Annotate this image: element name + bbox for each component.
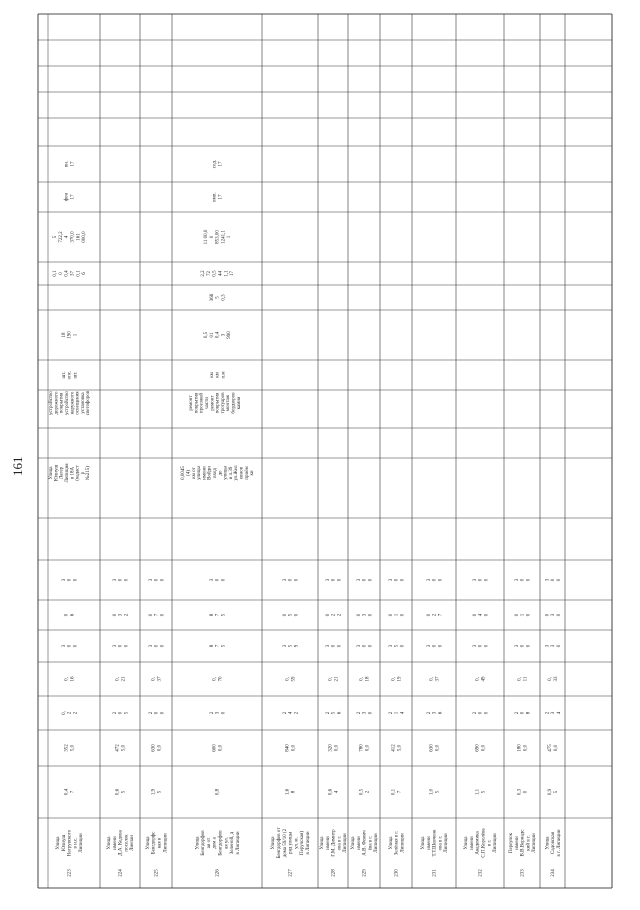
row-id: 232 [478,869,484,877]
value-e: 300 [356,644,374,648]
value-c: 256 [325,711,343,715]
street-name: ПереулокимениВ.В.Вернадский в г.Липиции [509,829,538,857]
unit: кмкмп.м [209,371,227,379]
value-f: 027 [426,613,444,617]
value-f: 010 [388,613,406,617]
value-f: 032 [112,613,130,617]
value-d: 0,37 [151,676,163,682]
value-f: 06 [64,613,76,617]
cost-1: 2,2720,5441,117 [201,270,236,277]
value-e: 330 [545,644,562,648]
value-length: 1,15 [475,788,487,796]
value-g: 300 [514,578,532,582]
value-area: 6300,0 [151,744,163,752]
value-f: 022 [325,613,343,617]
value-d: 0,11 [517,676,529,682]
quantity: 0,5010,43990 [204,331,233,339]
cost-1: 0,100,4370,16 [53,270,88,277]
value-area: 4750,0 [548,744,559,752]
value-e: 359 [282,644,300,648]
work-type: устройстводорожногопокрытияустройствонаружногоосвещенияустановкасветофоров [49,390,92,416]
value-d: 0,70 [212,676,224,682]
value-area: 6300,0 [429,744,441,752]
street-name: УлицаБенгдорфов отдома 59/10 (2ряд улицыул. м.Перучская)в Липиции [271,827,311,859]
row-id: 227 [288,869,294,877]
value-e: 300 [112,644,130,648]
value-f: 875 [209,613,227,617]
value-c: 230 [209,711,227,715]
value-g: 300 [356,578,374,582]
page-number: 161 [10,456,25,476]
value-d: 0,16 [64,676,76,682]
value-length: 0,8 [215,788,221,796]
value-d: 0,19 [391,676,403,682]
value-f: 010 [514,613,532,617]
value-area: 3525,0 [64,744,76,752]
value-c: 242 [282,711,300,715]
value-length: 0,47 [64,788,76,796]
value-d: 0,18 [359,676,371,682]
value-area: 4725,0 [115,744,127,752]
street-name: УлицаБенгдорфская вЛипиции [145,831,169,855]
value-e: 350 [388,644,406,648]
value-area: 7800,0 [359,744,371,752]
value-d: 0,21 [115,676,127,682]
row-id: 223 [67,869,73,877]
value-c: 200 [148,711,166,715]
value-c: 234 [545,711,562,715]
value-d: 0,37 [429,676,441,682]
cost-2: 11 00,00853,001241,11 [204,229,233,245]
value-f: 040 [472,613,490,617]
row-id: 233 [520,869,526,877]
value-g: 300 [545,578,562,582]
value-f: 030 [356,613,374,617]
value-g: 300 [426,578,444,582]
funding-2: вн.17 [64,160,76,168]
row-id: 234 [551,869,557,877]
value-length: 1,68 [285,788,297,796]
value-f: 050 [282,613,300,617]
street-name: УлицаЗелёная в г.Липиции [388,830,406,856]
row-id: 230 [394,869,400,877]
value-f: 070 [148,613,166,617]
quantity: 181901 [61,331,79,339]
street-name: УлицаимениАкадемикаС.П.Королёвав г.Липиции [464,828,499,858]
value-g: 300 [209,578,227,582]
street-name: УлицаБенгдорфовая отдом аБенгдорфовая ул.Зеленой, дв Липиции [195,830,241,856]
value-e: 300 [472,644,490,648]
value-c: 236 [426,711,444,715]
table-grid [38,14,612,888]
value-length: 1,05 [429,788,441,796]
value-area: 1800,0 [517,744,529,752]
value-e: 300 [514,644,532,648]
value-area: 6000,0 [212,744,224,752]
value-e: 875 [209,644,227,648]
value-d: 0,59 [285,676,297,682]
funding-2: сод.17 [212,159,224,169]
value-area: 4125,0 [391,744,403,752]
cost-2: 5722,24370,0161000,0 [53,231,88,243]
value-c: 230 [356,711,374,715]
street-name: УлицаимениГ.М. Димитрова в г.Липиции [320,829,349,857]
value-c: 208 [514,711,532,715]
value-e: 300 [148,644,166,648]
value-g: 300 [388,578,406,582]
value-g: 300 [325,578,343,582]
street-name: УлицаимениД.А. КедовапоселокЛиепаи [107,830,136,856]
value-area: 8400,0 [285,744,297,752]
value-length: 0,95 [548,788,559,796]
unit: шт.опс.шт. [61,370,79,380]
location-note: УлицаЮлиушЛагерЛипицияв 18А(кадастр№215) [49,463,92,483]
row-id: 228 [331,869,337,877]
work-type: ремонтпокрытияпроезжейчастиремонтпокрытиятротуаровмонтажбордюровкамня [189,392,242,414]
value-e: 300 [426,644,444,648]
value-length: 0,65 [115,788,127,796]
value-length: 0,17 [391,788,403,796]
value-g: 300 [61,578,79,582]
value-length: 0,64 [328,788,340,796]
funding: вмп.17 [212,192,224,202]
row-id: 229 [362,869,368,877]
value-g: 300 [282,578,300,582]
funding: фон17 [64,192,76,202]
value-e: 300 [61,644,79,648]
row-id: 226 [215,869,221,877]
value-g: 300 [112,578,130,582]
value-length: 1,95 [151,788,163,796]
street-name: УлицаимениТ.Т.Шевченкова в г.Липиции [421,829,450,857]
street-name: УлицаЮлиушНагрувскогов н.с.Липиции [56,829,85,857]
row-id: 224 [118,869,124,877]
street-name: УлицаСадовскаяв г. Липиции [545,829,562,857]
value-area: 6900,0 [475,744,487,752]
value-g: 300 [472,578,490,582]
value-c: 205 [112,711,130,715]
value-c: 200 [472,711,490,715]
street-name: УлицаимениА.В. Фомичёва в г.Липиции [351,830,380,856]
quantity-2: 36650,3 [209,293,227,302]
value-d: 0,21 [328,676,340,682]
value-area: 3200,0 [328,744,340,752]
value-g: 300 [148,578,166,582]
value-c: 0,22 [61,711,79,715]
location-note: 0,0045(4)км отулицыимениВойдивходдоулицыи л.39ул.Желевновприёмки [181,465,256,481]
value-length: 0,30 [517,788,529,796]
row-id: 231 [432,869,438,877]
row-id: 225 [154,869,160,877]
value-e: 300 [325,644,343,648]
value-f: 030 [545,613,562,617]
value-d: 0,33 [548,676,559,682]
value-d: 0,49 [475,676,487,682]
value-c: 214 [388,711,406,715]
value-length: 0,52 [359,788,371,796]
